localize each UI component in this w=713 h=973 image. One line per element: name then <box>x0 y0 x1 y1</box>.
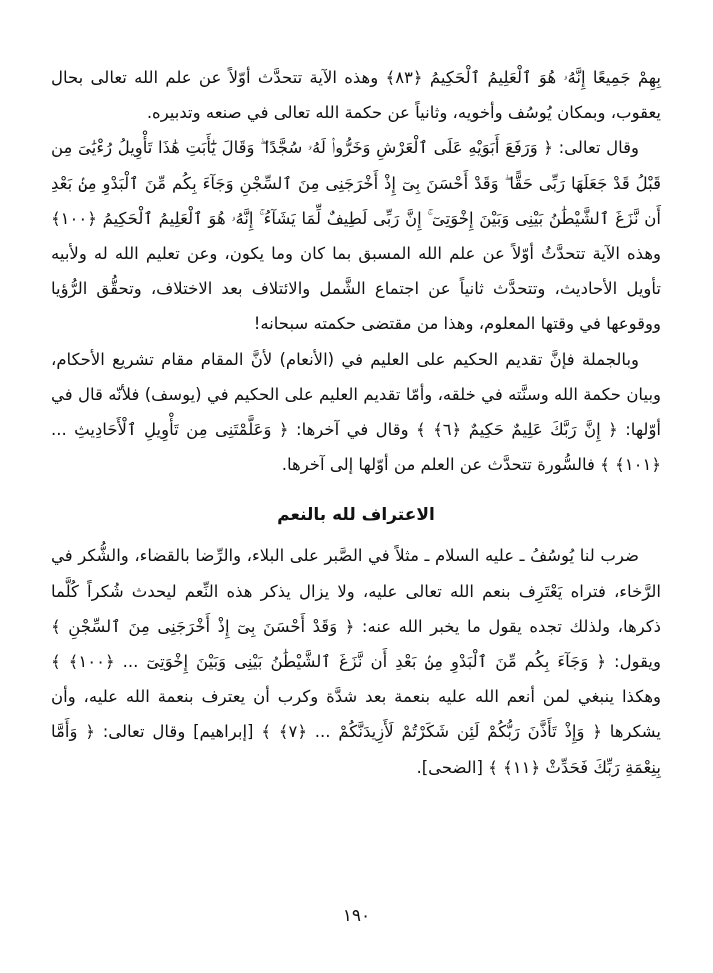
section-heading: الاعتراف لله بالنعم <box>277 505 435 526</box>
paragraph-3: وبالجملة فإنَّ تقديم الحكيم على العليم في (الأنعام) لأنَّ المقام مقام تشريع الأحكام، وبيان حكمة الله وسنَّته في خلقه، وأمّا تقديم العليم على الحكيم في (يوسف) فلأنّه قال في أوّلها: ﴿ إِنَّ رَبَّكَ عَلِيمٌ حَكِيمٌ ﴿٦﴾ ﴾ وقال في آخرها: ﴿ وَعَلَّمْتَنِى مِن تَأْوِيلِ ٱلْأَحَادِيثِ ... ﴿١٠١﴾ ﴾ فالسُّورة تتحدَّث عن العلم من أوّلها إلى آخرها. <box>51 349 661 475</box>
paragraph-2: وقال تعالى: ﴿ وَرَفَعَ أَبَوَيْهِ عَلَى ٱلْعَرْشِ وَخَرُّوا۟ لَهُۥ سُجَّدًا ۖ وَقَالَ يَٰٓأَبَتِ هَٰذَا تَأْوِيلُ رُءْيَٰىَ مِن قَبْلُ قَدْ جَعَلَهَا رَبِّى حَقًّا ۖ وَقَدْ أَحْسَنَ بِىٓ إِذْ أَخْرَجَنِى مِنَ ٱلسِّجْنِ وَجَآءَ بِكُم مِّنَ ٱلْبَدْوِ مِنۢ بَعْدِ أَن نَّزَغَ ٱلشَّيْطَٰنُ بَيْنِى وَبَيْنَ إِخْوَتِىٓ ۚ إِنَّ رَبِّى لَطِيفٌ لِّمَا يَشَآءُ ۚ إِنَّهُۥ هُوَ ٱلْعَلِيمُ ٱلْحَكِيمُ ﴿١٠٠﴾ وهذه الآية تتحدَّثُ أوّلاً عن علم الله المسبق بما كان وما يكون، وعن تعليم الله له ولأبيه تأويل الأحاديث، وتتحدَّث ثانياً عن اجتماع الشَّمل والائتلاف بعد الاختلاف، وتحقُّق الرُّؤيا ووقوعها في وقتها المعلوم، وهذا من مقتضى حكمته سبحانه! <box>51 138 661 334</box>
paragraph-1: بِهِمْ جَمِيعًا إِنَّهُۥ هُوَ ٱلْعَلِيمُ ٱلْحَكِيمُ ﴿٨٣﴾ وهذه الآية تتحدَّث أوّلاً عن علم الله تعالى بحال يعقوب، وبمكان يُوسُف وأخويه، وثانياً عن حكمة الله تعالى في صنعه وتدبيره. <box>51 68 661 123</box>
page-body <box>51 60 661 785</box>
page-number: ١٩٠ <box>342 906 371 926</box>
paragraph-4: ضرب لنا يُوسُفُ ـ عليه السلام ـ مثلاً في الصَّبر على البلاء، والرِّضا بالقضاء، والشُّكر في الرَّخاء، فتراه يَعْتَرِف بنعم الله تعالى عليه، ولا يزال يذكر هذه النِّعم ليحدث شُكراً كُلَّما ذكرها، ولذلك تجده يقول ما يخبر الله عنه: ﴿ وَقَدْ أَحْسَنَ بِىٓ إِذْ أَخْرَجَنِى مِنَ ٱلسِّجْنِ ﴾ ويقول: ﴿ وَجَآءَ بِكُم مِّنَ ٱلْبَدْوِ مِنۢ بَعْدِ أَن نَّزَغَ ٱلشَّيْطَٰنُ بَيْنِى وَبَيْنَ إِخْوَتِىٓ ... ﴿١٠٠﴾ ﴾ وهكذا ينبغي لمن أنعم الله عليه بنعمة بعد شدَّة وكرب أن يعترف بنعمة الله عليه، وأن يشكرها ﴿ وَإِذْ تَأَذَّنَ رَبُّكُمْ لَئِن شَكَرْتُمْ لَأَزِيدَنَّكُمْ ... ﴿٧﴾ ﴾ [إبراهيم] وقال تعالى: ﴿ وَأَمَّا بِنِعْمَةِ رَبِّكَ فَحَدِّثْ ﴿١١﴾ ﴾ [الضحى]. <box>51 546 661 777</box>
